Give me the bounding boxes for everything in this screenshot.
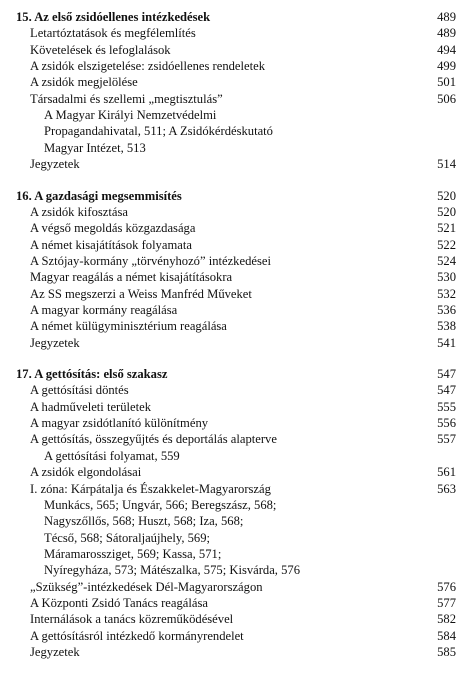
toc-entry (0, 220, 472, 236)
page-number: 520 (437, 188, 456, 203)
toc-entry-text: A német külügyminisztérium reagálása (30, 319, 227, 334)
toc-entry-text: A zsidók kifosztása (30, 204, 128, 219)
toc-entry (0, 42, 472, 58)
toc-entry-text: A gettósítás, összegyűjtés és deportálás alapterve (30, 432, 277, 447)
toc-entry-text: „Szükség”-intézkedések Dél-Magyarországon (30, 579, 263, 594)
toc-subentry-text: A Magyar Királyi Nemzetvédelmi (44, 108, 217, 123)
toc-subentry (0, 530, 472, 546)
toc-entry (0, 464, 472, 480)
toc-subentry (0, 123, 472, 139)
toc-entry-text: Jegyzetek (30, 645, 80, 659)
page-number: 547 (437, 367, 456, 381)
toc-entry-text: A Sztójay-kormány „törvényhozó” intézkedései (30, 253, 271, 268)
toc-subentry-text: Propagandahivatal, 511; A Zsidókérdéskutató (44, 124, 273, 139)
toc-subentry (0, 448, 472, 464)
toc-entry-text: A Központi Zsidó Tanács reagálása (30, 595, 208, 610)
page-number: 577 (437, 595, 456, 610)
toc-entry (0, 25, 472, 41)
chapter-heading (0, 366, 472, 382)
page-number: 547 (437, 383, 456, 398)
page-number: 563 (437, 481, 456, 496)
page-number: 557 (437, 432, 456, 447)
toc-entry-text: Az SS megszerzi a Weiss Manfréd Műveket (30, 286, 252, 301)
toc-entry-text: Magyar reagálás a német kisajátításokra (30, 270, 233, 285)
toc-subentry (0, 546, 472, 562)
toc-entry (0, 382, 472, 398)
toc-entry (0, 237, 472, 253)
toc-entry-text: A zsidók elgondolásai (30, 465, 142, 480)
toc-subentry (0, 107, 472, 123)
toc-subentry-text: Magyar Intézet, 513 (44, 140, 146, 155)
page-number: 522 (437, 237, 456, 252)
toc-subentry-text: Munkács, 565; Ungvár, 566; Beregszász, 568; (44, 497, 277, 512)
toc-entry (0, 318, 472, 334)
page-number: 561 (437, 465, 456, 480)
page-number: 532 (437, 286, 456, 301)
chapter-heading (0, 188, 472, 204)
toc-entry-text: A zsidók elszigetelése: zsidóellenes rendeletek (30, 59, 265, 74)
page-number: 506 (437, 91, 456, 106)
chapter-heading-text: 17. A gettósítás: első szakasz (16, 367, 168, 381)
page-number: 582 (437, 612, 456, 627)
toc-entry (0, 415, 472, 431)
toc-entry (0, 286, 472, 302)
toc-subentry (0, 140, 472, 156)
page-number: 494 (437, 42, 456, 57)
toc-subentry-text: Máramarossziget, 569; Kassa, 571; (44, 546, 222, 561)
toc-entry-text: A magyar kormány reagálása (30, 302, 178, 317)
toc-entry (0, 204, 472, 220)
page-number: 584 (437, 628, 456, 643)
page-number: 524 (437, 253, 456, 268)
toc-entry (0, 628, 472, 644)
toc-entry (0, 611, 472, 627)
toc-entry (0, 335, 472, 351)
page-number: 536 (437, 302, 456, 317)
toc-entry-text: Letartóztatások és megfélemlítés (30, 26, 196, 41)
chapter-heading (0, 9, 472, 25)
toc-entry-text: Jegyzetek (30, 335, 80, 350)
page-number: 530 (437, 270, 456, 285)
toc-entry (0, 91, 472, 107)
toc-entry-text: A magyar zsidótlanító különítmény (30, 416, 209, 431)
toc-entry-text: Társadalmi és szellemi „megtisztulás” (30, 91, 223, 106)
toc-entry (0, 399, 472, 415)
page-number: 489 (437, 10, 456, 24)
page-number: 521 (437, 221, 456, 236)
toc-entry (0, 156, 472, 172)
toc-entry-text: Internálások a tanács közreműködésével (30, 612, 234, 627)
toc-entry-text: A német kisajátítások folyamata (30, 237, 192, 252)
toc-entry-text: Jegyzetek (30, 157, 80, 172)
page-number: 555 (437, 399, 456, 414)
toc-entry-text: A gettósítási döntés (30, 383, 129, 398)
toc-entry-text: I. zóna: Kárpátalja és Északkelet-Magyarország (30, 481, 271, 496)
chapter-heading-text: 16. A gazdasági megsemmisítés (16, 188, 182, 203)
toc-entry-text: A zsidók megjelölése (30, 75, 138, 90)
page-number: 541 (437, 335, 456, 350)
toc-entry (0, 481, 472, 497)
toc-entry (0, 58, 472, 74)
toc-entry (0, 644, 472, 660)
toc-entry (0, 579, 472, 595)
page-number: 585 (437, 645, 456, 659)
toc-entry (0, 302, 472, 318)
toc-subentry (0, 497, 472, 513)
toc-entry-text: A gettósításról intézkedő kormányrendelet (30, 628, 244, 643)
toc-entry (0, 269, 472, 285)
toc-entry (0, 253, 472, 269)
toc-entry (0, 74, 472, 90)
toc-entry (0, 431, 472, 447)
toc-subentry-text: Técső, 568; Sátoraljaújhely, 569; (44, 530, 211, 545)
toc-subentry (0, 513, 472, 529)
page-number: 514 (437, 157, 456, 172)
page-number: 538 (437, 319, 456, 334)
toc-entry (0, 595, 472, 611)
toc-entry-text: Követelések és lefoglalások (30, 42, 171, 57)
toc-entry-text: A hadműveleti területek (30, 399, 151, 414)
toc-subentry-text: Nagyszőllős, 568; Huszt, 568; Iza, 568; (44, 514, 244, 529)
toc-subentry-text: Nyíregyháza, 573; Mátészalka, 575; Kisvárda, 576 (44, 563, 300, 578)
page-number: 501 (437, 75, 456, 90)
toc-entry-text: A végső megoldás közgazdasága (30, 221, 196, 236)
page-number: 489 (437, 26, 456, 41)
toc-subentry (0, 562, 472, 578)
page-number: 556 (437, 416, 456, 431)
toc-subentry-text: A gettósítási folyamat, 559 (44, 448, 180, 463)
page-number: 520 (437, 204, 456, 219)
page-number: 576 (437, 579, 456, 594)
page-number: 499 (437, 59, 456, 74)
chapter-heading-text: 15. Az első zsidóellenes intézkedések (16, 10, 211, 24)
